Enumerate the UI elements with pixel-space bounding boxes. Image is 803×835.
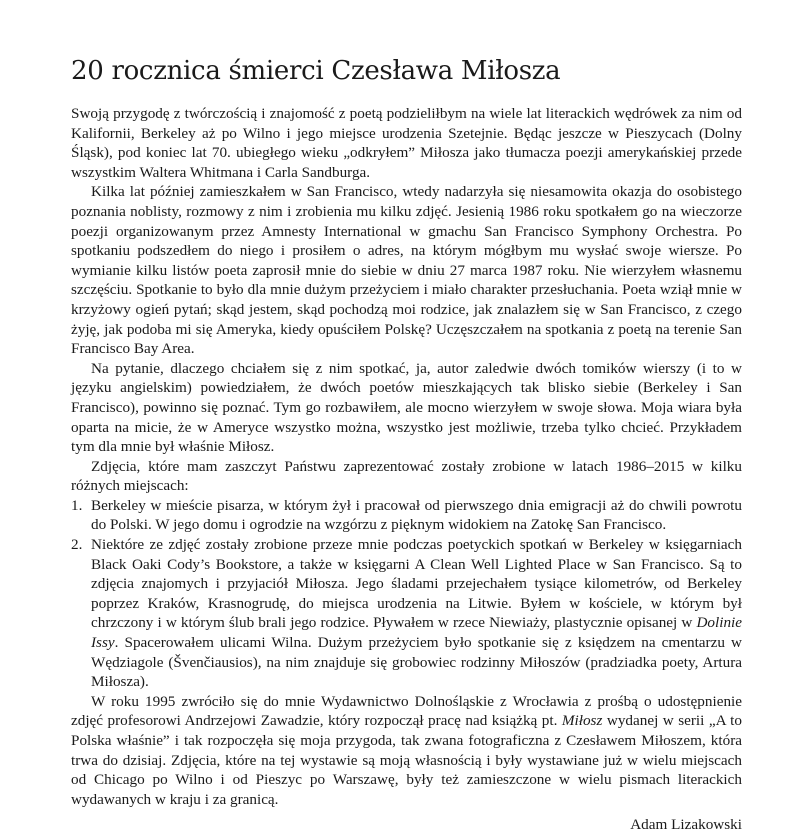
paragraph-5 bbox=[71, 692, 742, 810]
list-item-number: 2. bbox=[71, 536, 83, 554]
paragraph-4: Zdjęcia, które mam zaszczyt Państwu zaprezentować zostały zrobione w latach 1986–2015 w kilku różnych miejscach: bbox=[71, 457, 742, 495]
author-signature: Adam Lizakowski bbox=[630, 816, 742, 834]
list-item bbox=[71, 496, 742, 535]
book-title-dolina-issy: Dolinie Issy bbox=[91, 614, 742, 652]
list-item-text-continued: . Spacerowałem ulicami Wilna. Dużym przeżyciem było spotkanie się z księdzem na cmentarzu w Wędziagole (Švenčiausios), na nim znajduje się grobowiec rodzinny Miłoszów (pradziadka poety, Artura Miłosza). bbox=[91, 634, 742, 691]
paragraph-1: Swoją przygodę z twórczością i znajomość z poetą podzieliłbym na wiele lat literackich wędrówek za nim od Kalifornii, Berkeley aż po Wilno i jego miejsce urodzenia Szetejnie. Będąc jeszcze w Pieszycach (Dolny Śląsk), pod koniec lat 70. ubiegłego wieku „odkryłem” Miłosza jako tłumacza poezji amerykańskiej przede wszystkim Waltera Whitmana i Carla Sandburga. bbox=[71, 105, 742, 181]
book-title-milosz: Miłosz bbox=[561, 712, 603, 730]
article-title: 20 rocznica śmierci Czesława Miłosza bbox=[71, 56, 561, 86]
paragraph-2: Kilka lat później zamieszkałem w San Francisco, wtedy nadarzyła się niesamowita okazja do osobistego poznania noblisty, rozmowy z nim i zrobienia mu kilku zdjęć. Jesienią 1986 roku spotkałem go na wieczorze poezji organizowanym przez Amnesty International w gmachu San Francisco Symphony Orchestra. Po spotkaniu podszedłem do niego i prosiłem o adres, na którym mógłbym mu wysłać swoje wiersze. Po wymianie kilku listów poeta zaprosił mnie do siebie w dniu 27 marca 1987 roku. Nie wierzyłem własnemu szczęściu. Spotkanie to było dla mnie dużym przeżyciem i miało charakter przesłuchania. Poeta wziął mnie w krzyżowy ogień pytań; skąd jestem, skąd pochodzą moi rodzice, jak znalazłem się w San Francisco, z czego żyję, jak podoba mi się Ameryka, kiedy opuściłem Polskę? Uczęszczałem na spotkania z poetą na terenie San Francisco Bay Area. bbox=[71, 183, 742, 358]
list-item-text: Niektóre ze zdjęć zostały zrobione przeze mnie podczas poetyckich spotkań w Berkeley w księgarniach Black Oaki Cody’s Bookstore, a także w księgarni A Clean Well Lighted Place w San Francisco. Są to zdjęcia znajomych i przyjaciół Miłosza. Jego śladami przejechałem tysiące kilometrów, od Berkeley poprzez Kraków, Krasnogrudę, do miejsca urodzenia na Litwie. Byłem w kościele, w którym był chrzczony i w którym ślub brali jego rodzice. Pływałem w rzece Niewiaży, plastycznie opisanej w bbox=[91, 536, 742, 632]
paragraph-5-text-continued: wydanej w serii „A to Polska właśnie” i tak rozpoczęła się moja przygoda, tak zwana fotograficzna z Czesławem Miłoszem, która trwa do dzisiaj. Zdjęcia, które na tej wystawie są moją własnością i były wystawiane już w wielu miejscach od Chicago po Wilno i od Pieszyc po Warszawę, były też zamieszczone w wielu pismach literackich wydawanych w kraju i za granicą. bbox=[71, 712, 742, 808]
list-item bbox=[71, 535, 742, 692]
paragraph-3: Na pytanie, dlaczego chciałem się z nim spotkać, ja, autor zaledwie dwóch tomików wierszy (i to w języku angielskim) powiedziałem, że dwóch poetów mieszkających tak blisko siebie (Berkeley i San Francisco), powinno się poznać. Tym go rozbawiłem, ale mocno wierzyłem w swoje słowa. Moja wiara była oparta na micie, że w Ameryce wszystko można, wszystko jest możliwie, trzeba tylko chcieć. Przykładem tym dla mnie był właśnie Miłosz. bbox=[71, 359, 742, 456]
list-item-text: Berkeley w mieście pisarza, w którym żył i pracował od pierwszego dnia emigracji aż do chwili powrotu do Polski. W jego domu i ogrodzie na wzgórzu z pięknym widokiem na Zatokę San Francisco. bbox=[91, 496, 742, 534]
places-list bbox=[71, 496, 742, 692]
paragraph-5-text: W roku 1995 zwróciło się do mnie Wydawnictwo Dolnośląskie z Wrocławia z prośbą o udostępnienie zdjęć profesorowi Andrzejowi Zawadzie, który rozpoczął pracę nad książką pt. bbox=[71, 692, 742, 730]
list-item-number: 1. bbox=[71, 496, 83, 514]
article-body bbox=[71, 104, 742, 809]
article bbox=[71, 52, 742, 835]
